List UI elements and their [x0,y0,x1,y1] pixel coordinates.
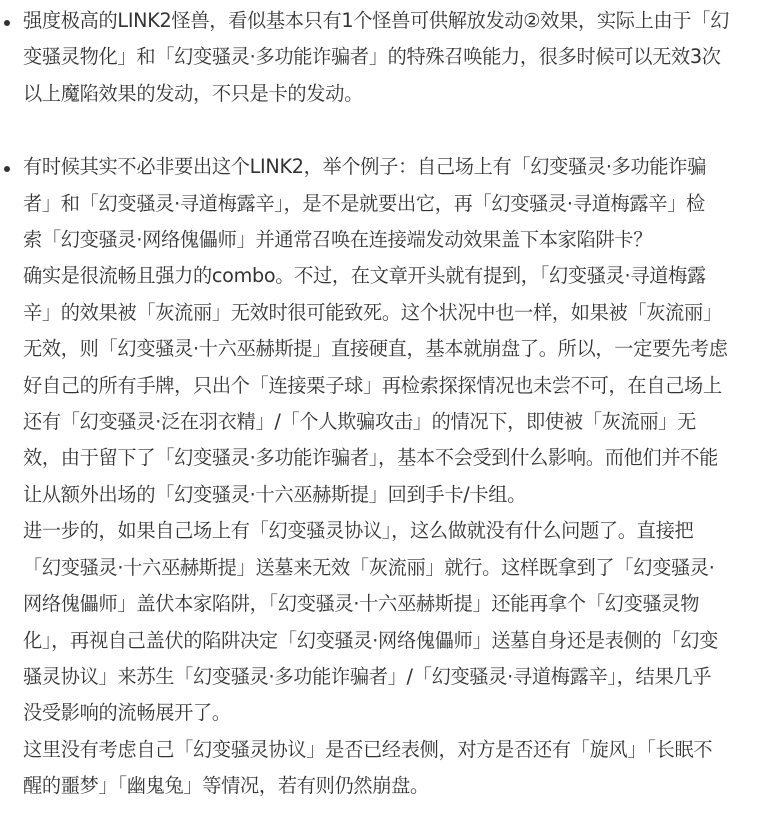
paragraph-line: 变骚灵物化」和「幻变骚灵·多功能诈骗者」的特殊召唤能力，很多时候可以无效3次 [23,45,721,69]
paragraph-line: 好自己的所有手牌，只出个「连接栗子球」再检索探探情况也未尝不可，在自己场上 [23,373,722,397]
paragraph-line: 还有「幻变骚灵·泛在羽衣精」/「个人欺骗攻击」的情况下，即使被「灰流丽」无 [23,410,697,434]
paragraph-line: 让从额外出场的「幻变骚灵·十六巫赫斯提」回到手卡/卡组。 [23,482,527,506]
paragraph-line: 醒的噩梦」「幽鬼兔」等情况，若有则仍然崩盘。 [23,774,429,798]
paragraph-line: 「幻变骚灵·十六巫赫斯提」送墓来无效「灰流丽」就行。这样既拿到了「幻变骚灵· [23,555,715,579]
paragraph-line: 进一步的，如果自己场上有「幻变骚灵协议」，这么做就没有什么问题了。直接把 [23,519,694,543]
paragraph-line: 化」，再视自己盖伏的陷阱决定「幻变骚灵·网络傀儡师」送墓自身还是表侧的「幻变 [23,628,719,652]
paragraph-line: 没受影响的流畅展开了。 [23,701,231,725]
paragraph-line: 骚灵协议」来苏生「幻变骚灵·多功能诈骗者」/「幻变骚灵·寻道梅露辛」，结果几乎 [23,664,712,688]
list-item [0,149,779,804]
paragraph-line: 网络傀儡师」盖伏本家陷阱，「幻变骚灵·十六巫赫斯提」还能再拿个「幻变骚灵物 [23,592,700,616]
paragraph-line: 有时候其实不必非要出这个LINK2，举个例子：自己场上有「幻变骚灵·多功能诈骗 [23,155,707,179]
paragraph-line: 辛」的效果被「灰流丽」无效时很可能致死。这个状况中也一样，如果被「灰流丽」 [23,300,722,324]
paragraph-line: 强度极高的LINK2怪兽，看似基本只有1个怪兽可供解放发动②效果，实际上由于「幻 [23,9,730,32]
paragraph-line: 索「幻变骚灵·网络傀儡师」并通常召唤在连接端发动效果盖下本家陷阱卡？ [23,228,653,252]
list-item [0,3,779,112]
bullet-icon [4,166,10,172]
bullet-icon [4,20,10,26]
paragraph-line: 以上魔陷效果的发动，不只是卡的发动。 [23,81,363,105]
paragraph-line: 效，由于留下了「幻变骚灵·多功能诈骗者」，基本不会受到什么影响。而他们并不能 [23,446,719,470]
paragraph-line: 者」和「幻变骚灵·寻道梅露辛」，是不是就要出它，再「幻变骚灵·寻道梅露辛」检 [23,191,705,215]
paragraph-line: 确实是很流畅且强力的combo。不过，在文章开头就有提到，「幻变骚灵·寻道梅露 [23,264,706,288]
paragraph-line: 无效，则「幻变骚灵·十六巫赫斯提」直接硬直，基本就崩盘了。所以，一定要先考虑 [23,337,728,361]
paragraph-line: 这里没有考虑自己「幻变骚灵协议」是否已经表侧，对方是否还有「旋风」「长眠不 [23,737,713,761]
